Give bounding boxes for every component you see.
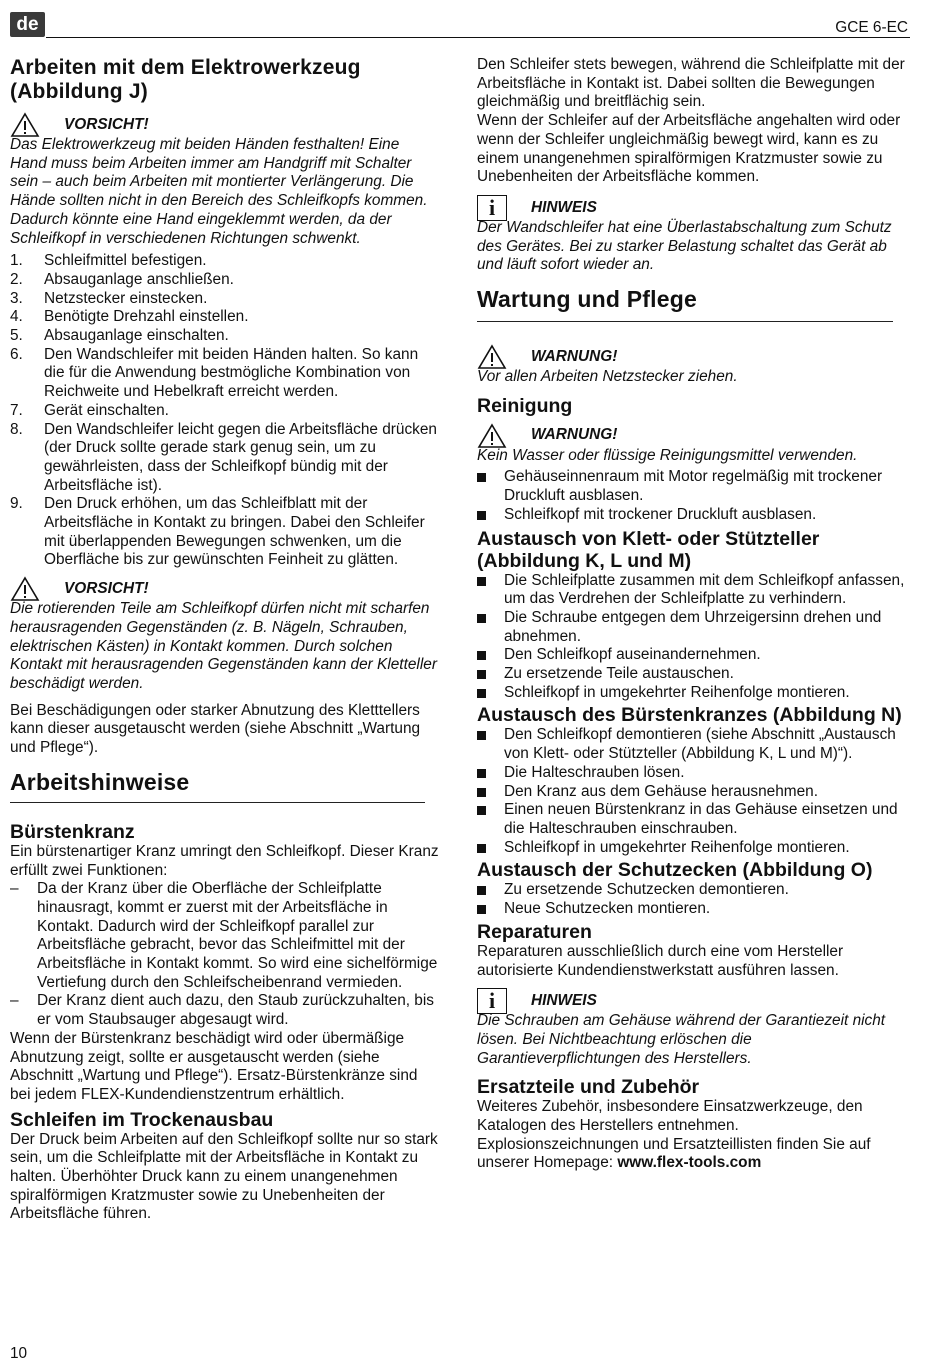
- warning-triangle-icon: [10, 112, 40, 138]
- caution-notice: [10, 112, 440, 138]
- caution-text: Das Elektrowerkzeug mit beiden Händen festhalten! Eine Hand muss beim Arbeiten immer am Handgriff mit Schalter sein – auch beim Arbeiten mit montierter Verlängerung. Die Hände sollten nicht in den Bereich des Schleifkopfs kommen. Dadurch könnte eine Hand eingeklemmt werden, da der Schleifkopf in verschiedenen Richtungen schwenkt.: [10, 136, 428, 247]
- warning-text: Kein Wasser oder flüssige Reinigungsmittel verwenden.: [477, 446, 858, 464]
- caution-notice: [10, 576, 440, 602]
- left-column: [10, 56, 440, 1224]
- intro-text-1: Den Schleifer stets bewegen, während die Schleifplatte mit der Arbeitsfläche in Kontakt ist. Dabei sollten die Bewegungen gleichmäßig und breitflächig sein.: [477, 56, 905, 111]
- damage-text: Bei Beschädigungen oder starker Abnutzung des Kletttellers kann dieser ausgetauscht werden (siehe Abschnitt „Wartung und Pflege“).: [10, 701, 421, 757]
- trocken-text: Der Druck beim Arbeiten auf den Schleifkopf sollte nur so stark sein, um die Schleifplatte mit der Arbeitsfläche in Kontakt zu halten. Überhöhter Druck kann zu einem unangenehmen spiralförmigen Kratzmuster sowie zu Unebenheiten der Arbeitsfläche führen.: [10, 1130, 438, 1223]
- info-icon: i: [477, 988, 507, 1014]
- page-number: 10: [10, 1345, 28, 1362]
- hint-label: HINWEIS: [531, 198, 597, 216]
- list-item: 7. Gerät einschalten.: [10, 401, 169, 419]
- subsection-title-trocken: Schleifen im Trockenausbau: [10, 1108, 274, 1131]
- model-name: GCE 6-EC: [835, 19, 908, 36]
- buerste-list: [477, 726, 909, 857]
- ersatz-text-2-body: Explosionszeichnungen und Ersatzteillisten finden Sie auf unserer Homepage:: [477, 1135, 871, 1172]
- list-item: Einen neuen Bürstenkranz in das Gehäuse einsetzen und die Halteschrauben einschrauben.: [477, 801, 909, 838]
- buerstenkranz-outro: Wenn der Bürstenkranz beschädigt wird oder übermäßige Abnutzung zeigt, sollte er ausgetauscht werden (siehe Abschnitt „Wartung und Pflege“). Ersatz-Bürstenkränze sind bei jedem FLEX-Kundendienstzentrum erhältlich.: [10, 1029, 418, 1103]
- steps-list: [10, 252, 440, 570]
- warning-notice: [477, 423, 909, 449]
- list-item: Die Schleifplatte zusammen mit dem Schleifkopf anfassen, um das Verdrehen der Schleifplatte zu verhindern.: [477, 572, 909, 609]
- list-item: Schleifkopf in umgekehrter Reihenfolge montieren.: [477, 684, 909, 703]
- intro-text-2: Wenn der Schleifer auf der Arbeitsfläche angehalten wird oder wenn der Schleifer ungleichmäßig bewegt wird, kann es zu einem unangenehmen spiralförmigen Kratzmuster sowie zu Unebenheiten der Arbeitsfläche kommen.: [477, 112, 901, 186]
- buerstenkranz-list: [10, 880, 440, 1030]
- warning-label: WARNUNG!: [531, 426, 618, 444]
- subsection-title-buerste: Austausch des Bürstenkranzes (Abbildung N): [477, 704, 902, 727]
- caution-label: VORSICHT!: [64, 579, 149, 597]
- warning-triangle-icon: [477, 423, 507, 449]
- section-title-arbeitshinweise: Arbeitshinweise: [10, 768, 425, 803]
- list-item: 2. Absauganlage anschließen.: [10, 270, 234, 288]
- hint-text: Der Wandschleifer hat eine Überlastabschaltung zum Schutz des Gerätes. Bei zu starker Belastung schaltet das Gerät ab und läuft sofort wieder an.: [477, 218, 892, 274]
- list-item: 4. Benötigte Drehzahl einstellen.: [10, 308, 249, 326]
- reinigung-list: [477, 468, 909, 524]
- warning-text: Vor allen Arbeiten Netzstecker ziehen.: [477, 368, 738, 386]
- subsection-title-reinigung: Reinigung: [477, 394, 573, 417]
- caution-text: Die rotierenden Teile am Schleifkopf dürfen nicht mit scharfen herausragenden Gegenständen (z. B. Nägeln, Schrauben, elektrischen Kästen) in Kontakt kommen. Durch solchen Kontakt mit herausragenden Gegenständen kann der Kletteller beschädigt werden.: [10, 600, 437, 692]
- list-item: Die Halteschrauben lösen.: [477, 764, 909, 783]
- ersatz-text-2: [477, 1136, 909, 1173]
- buerstenkranz-intro: Ein bürstenartiger Kranz umringt den Schleifkopf. Dieser Kranz erfüllt zwei Funktionen:: [10, 842, 439, 879]
- subsection-title-klett: Austausch von Klett- oder Stützteller (Abbildung K, L und M): [477, 527, 820, 572]
- klett-list: [477, 572, 909, 703]
- list-item: – Der Kranz dient auch dazu, den Staub zurückzuhalten, bis er vom Staubsauger abgesaugt wird.: [10, 992, 434, 1029]
- list-item: Zu ersetzende Teile austauschen.: [477, 665, 909, 684]
- hint-text: Die Schrauben am Gehäuse während der Garantiezeit nicht lösen. Bei Nichtbeachtung erlöschen die Garantieverpflichtungen des Herstellers.: [477, 1012, 886, 1067]
- list-item: Den Schleifkopf demontieren (siehe Abschnitt „Austausch von Klett- oder Stützteller (Abbildung K, L und M)“).: [477, 726, 909, 763]
- list-item: 3. Netzstecker einstecken.: [10, 289, 208, 307]
- hint-label: HINWEIS: [531, 991, 597, 1009]
- subsection-title-ersatz: Ersatzteile und Zubehör: [477, 1076, 700, 1099]
- list-item: Schleifkopf mit trockener Druckluft ausblasen.: [477, 506, 909, 525]
- list-item: Gehäuseinnenraum mit Motor regelmäßig mit trockener Druckluft ausblasen.: [477, 468, 909, 505]
- list-item: Zu ersetzende Schutzecken demontieren.: [477, 881, 909, 900]
- list-item: 6. Den Wandschleifer mit beiden Händen halten. So kann die für die Anwendung bestmögliche Kombination von Reichweite und Hebelkraft erreicht werden.: [10, 345, 419, 401]
- subsection-title-reparatur: Reparaturen: [477, 920, 592, 943]
- hint-notice: [477, 988, 909, 1014]
- list-item: 9. Den Druck erhöhen, um das Schleifblatt mit der Arbeitsfläche in Kontakt zu bringen. Dabei den Schleifer mit überlappenden Bewegungen schwenken, um die Oberfläche bis zur gewünschten Feinheit zu glätten.: [10, 495, 425, 569]
- schutz-list: [477, 881, 909, 918]
- homepage-link[interactable]: www.flex-tools.com: [617, 1154, 762, 1172]
- caution-label: VORSICHT!: [64, 115, 149, 133]
- ersatz-text-1: Weiteres Zubehör, insbesondere Einsatzwerkzeuge, den Katalogen des Herstellers entnehmen.: [477, 1098, 863, 1135]
- list-item: 8. Den Wandschleifer leicht gegen die Arbeitsfläche drücken (der Druck sollte gerade stark genug sein, um zu gewährleisten, dass der Schleifkopf bündig mit der Arbeitsfläche ist).: [10, 420, 437, 494]
- info-icon: i: [477, 195, 507, 221]
- hint-notice: [477, 195, 909, 221]
- subsection-title-schutz: Austausch der Schutzecken (Abbildung O): [477, 859, 873, 882]
- list-item: 5. Absauganlage einschalten.: [10, 327, 229, 345]
- header-rule: [46, 37, 910, 38]
- warning-triangle-icon: [477, 344, 507, 370]
- right-column: [477, 56, 909, 1173]
- section-title-arbeiten: Arbeiten mit dem Elektrowerkzeug (Abbildung J): [10, 56, 361, 103]
- list-item: – Da der Kranz über die Oberfläche der Schleifplatte hinausragt, kommt er zuerst mit der Arbeitsfläche in Kontakt. Dadurch wird der Schleifkopf parallel zur Arbeitsfläche gebracht, bevor das Schleifmittel mit der Arbeitsfläche in Kontakt kommt. So wird eine sichelförmige Vertiefung durch den Schleifscheibenrand vermieden.: [10, 880, 438, 991]
- list-item: Den Kranz aus dem Gehäuse herausnehmen.: [477, 783, 909, 802]
- list-item: Neue Schutzecken montieren.: [477, 900, 909, 919]
- subsection-title-buerstenkranz: Bürstenkranz: [10, 820, 135, 843]
- list-item: Den Schleifkopf auseinandernehmen.: [477, 646, 909, 665]
- warning-label: WARNUNG!: [531, 347, 618, 365]
- warning-triangle-icon: [10, 576, 40, 602]
- list-item: 1. Schleifmittel befestigen.: [10, 252, 207, 270]
- reparatur-text: Reparaturen ausschließlich durch eine vom Hersteller autorisierte Kundendienstwerkstatt ausführen lassen.: [477, 942, 844, 979]
- list-item: Die Schraube entgegen dem Uhrzeigersinn drehen und abnehmen.: [477, 609, 909, 646]
- list-item: Schleifkopf in umgekehrter Reihenfolge montieren.: [477, 839, 909, 858]
- warning-notice: [477, 344, 909, 370]
- section-title-wartung: Wartung und Pflege: [477, 285, 893, 322]
- language-tab: de: [10, 12, 45, 37]
